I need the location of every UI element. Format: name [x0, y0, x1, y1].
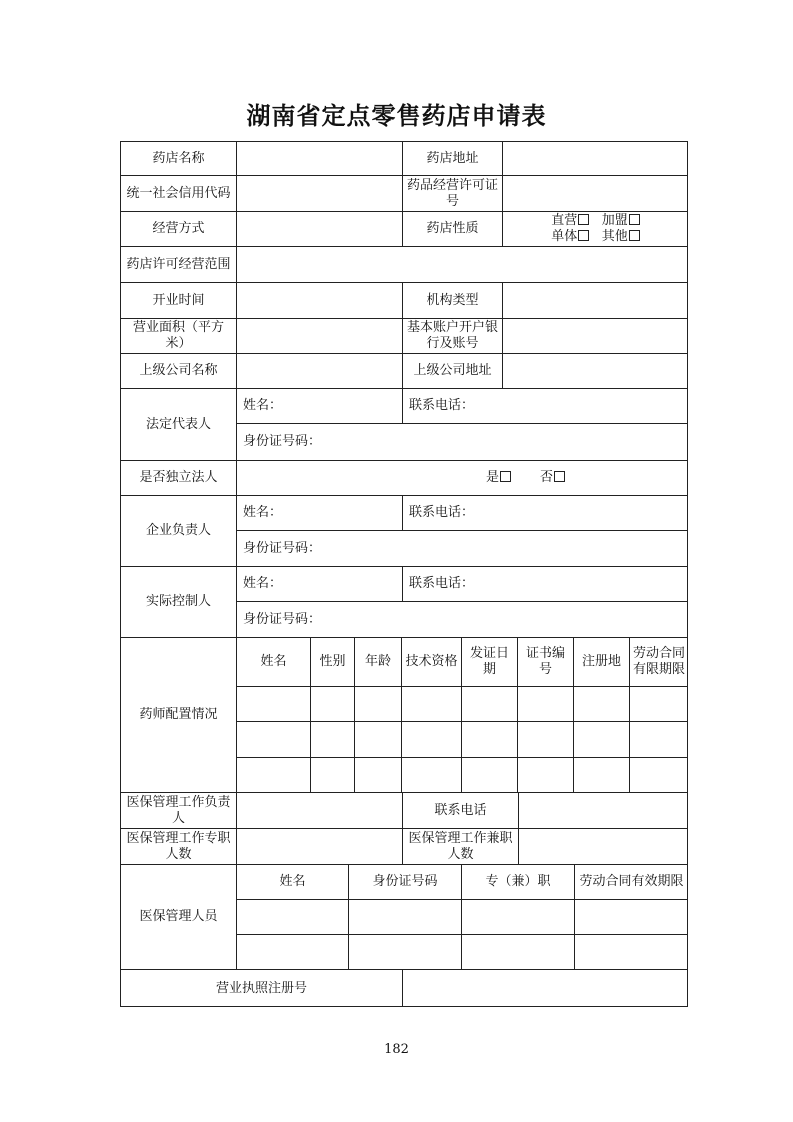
label-enterprise-head: 企业负责人: [120, 495, 236, 566]
legal-rep-id[interactable]: 身份证号码：: [236, 423, 688, 460]
pharmacist-entry-cell[interactable]: [354, 757, 401, 792]
label-controller: 实际控制人: [120, 566, 236, 637]
label-store-address: 药店地址: [402, 141, 502, 175]
pharmacist-entry-cell[interactable]: [573, 686, 629, 721]
application-form: [120, 141, 688, 1007]
enterprise-head-id[interactable]: 身份证号码：: [236, 530, 688, 566]
option-direct: 直营: [551, 213, 578, 228]
yes-checkbox[interactable]: [500, 471, 511, 482]
pharmacist-entry-cell[interactable]: [310, 721, 354, 757]
pharmacist-header-cell: 技术资格: [401, 637, 461, 686]
pharmacist-entry-cell[interactable]: [236, 757, 310, 792]
pharmacist-entry-cell[interactable]: [236, 686, 310, 721]
pharmacist-entry-cell[interactable]: [401, 757, 461, 792]
pharmacist-entry-cell[interactable]: [401, 686, 461, 721]
bank-field[interactable]: [502, 318, 688, 353]
pharmacist-header-cell: 姓名: [236, 637, 310, 686]
label-pharmacist: 药师配置情况: [120, 637, 236, 792]
store-address-field[interactable]: [502, 141, 688, 175]
staff-header-cell: 专（兼）职: [461, 864, 574, 899]
staff-entry-cell[interactable]: [348, 934, 461, 969]
pharmacist-entry-cell[interactable]: [573, 757, 629, 792]
pharmacist-header-cell: 证书编号: [517, 637, 573, 686]
label-credit-code: 统一社会信用代码: [120, 175, 236, 211]
pharmacist-entry-cell[interactable]: [310, 757, 354, 792]
label-mi-fulltime: 医保管理工作专职人数: [120, 828, 236, 864]
parent-name-field[interactable]: [236, 353, 402, 388]
open-time-field[interactable]: [236, 282, 402, 318]
label-org-type: 机构类型: [402, 282, 502, 318]
pharmacist-entry-cell[interactable]: [354, 721, 401, 757]
pharmacist-entry-cell[interactable]: [461, 757, 517, 792]
legal-rep-phone[interactable]: 联系电话：: [402, 388, 688, 423]
biz-license-field[interactable]: [402, 969, 688, 1007]
pharmacist-entry-cell[interactable]: [461, 721, 517, 757]
controller-id[interactable]: 身份证号码：: [236, 601, 688, 637]
pharmacist-header-cell: 年龄: [354, 637, 401, 686]
biz-mode-field[interactable]: [236, 211, 402, 246]
pharmacist-header-cell: 发证日期: [461, 637, 517, 686]
contact-phone-field[interactable]: [518, 792, 688, 828]
option-franchise: 加盟: [601, 213, 628, 228]
enterprise-head-name[interactable]: 姓名：: [236, 495, 402, 530]
label-mi-head: 医保管理工作负责人: [120, 792, 236, 828]
license-no-field[interactable]: [502, 175, 688, 211]
franchise-checkbox[interactable]: [629, 214, 640, 225]
credit-code-field[interactable]: [236, 175, 402, 211]
independent-options: [236, 460, 688, 495]
parent-address-field[interactable]: [502, 353, 688, 388]
org-type-field[interactable]: [502, 282, 688, 318]
legal-rep-name[interactable]: 姓名：: [236, 388, 402, 423]
label-mi-parttime: 医保管理工作兼职人数: [402, 828, 518, 864]
pharmacist-entry-cell[interactable]: [461, 686, 517, 721]
label-independent: 是否独立法人: [120, 460, 236, 495]
mi-head-field[interactable]: [236, 792, 402, 828]
enterprise-head-phone[interactable]: 联系电话：: [402, 495, 688, 530]
pharmacist-entry-cell[interactable]: [573, 721, 629, 757]
no-checkbox[interactable]: [554, 471, 565, 482]
single-checkbox[interactable]: [578, 230, 589, 241]
label-parent-address: 上级公司地址: [402, 353, 502, 388]
label-store-name: 药店名称: [120, 141, 236, 175]
pharmacist-entry-cell[interactable]: [517, 721, 573, 757]
staff-entry-cell[interactable]: [236, 899, 348, 934]
label-mi-staff: 医保管理人员: [120, 864, 236, 969]
pharmacist-entry-cell[interactable]: [629, 686, 688, 721]
label-legal-rep: 法定代表人: [120, 388, 236, 460]
pharmacist-entry-cell[interactable]: [354, 686, 401, 721]
pharmacist-entry-cell[interactable]: [236, 721, 310, 757]
staff-entry-cell[interactable]: [348, 899, 461, 934]
label-scope: 药店许可经营范围: [120, 246, 236, 282]
pharmacist-header-cell: 性别: [310, 637, 354, 686]
label-bank: 基本账户开户银行及账号: [402, 318, 502, 353]
pharmacist-entry-cell[interactable]: [517, 686, 573, 721]
staff-entry-cell[interactable]: [236, 934, 348, 969]
mi-fulltime-field[interactable]: [236, 828, 402, 864]
controller-name[interactable]: 姓名：: [236, 566, 402, 601]
area-field[interactable]: [236, 318, 402, 353]
staff-entry-cell[interactable]: [461, 899, 574, 934]
staff-header-cell: 身份证号码: [348, 864, 461, 899]
pharmacist-header-cell: 劳动合同有限期限: [629, 637, 688, 686]
option-single: 单体: [551, 229, 578, 244]
pharmacist-entry-cell[interactable]: [310, 686, 354, 721]
label-open-time: 开业时间: [120, 282, 236, 318]
pharmacist-entry-cell[interactable]: [401, 721, 461, 757]
direct-checkbox[interactable]: [578, 214, 589, 225]
scope-field[interactable]: [236, 246, 688, 282]
page-number: 182: [384, 1042, 409, 1057]
label-license-no: 药品经营许可证号: [402, 175, 502, 211]
label-biz-license: 营业执照注册号: [120, 969, 402, 1007]
controller-phone[interactable]: 联系电话：: [402, 566, 688, 601]
page-title: 湖南省定点零售药店申请表: [246, 102, 547, 130]
mi-parttime-field[interactable]: [518, 828, 688, 864]
staff-entry-cell[interactable]: [574, 934, 688, 969]
other-checkbox[interactable]: [629, 230, 640, 241]
staff-header-cell: 姓名: [236, 864, 348, 899]
staff-entry-cell[interactable]: [461, 934, 574, 969]
label-contact-phone: 联系电话: [402, 792, 518, 828]
staff-entry-cell[interactable]: [574, 899, 688, 934]
option-no: 否: [539, 470, 553, 485]
staff-header-cell: 劳动合同有效期限: [574, 864, 688, 899]
pharmacist-entry-cell[interactable]: [517, 757, 573, 792]
option-other: 其他: [601, 229, 628, 244]
store-nature-options: [502, 211, 688, 246]
pharmacist-entry-cell[interactable]: [629, 721, 688, 757]
option-yes: 是: [486, 470, 500, 485]
pharmacist-header-cell: 注册地: [573, 637, 629, 686]
label-area: 营业面积（平方米）: [120, 318, 236, 353]
label-biz-mode: 经营方式: [120, 211, 236, 246]
label-store-nature: 药店性质: [402, 211, 502, 246]
pharmacist-entry-cell[interactable]: [629, 757, 688, 792]
label-parent-name: 上级公司名称: [120, 353, 236, 388]
